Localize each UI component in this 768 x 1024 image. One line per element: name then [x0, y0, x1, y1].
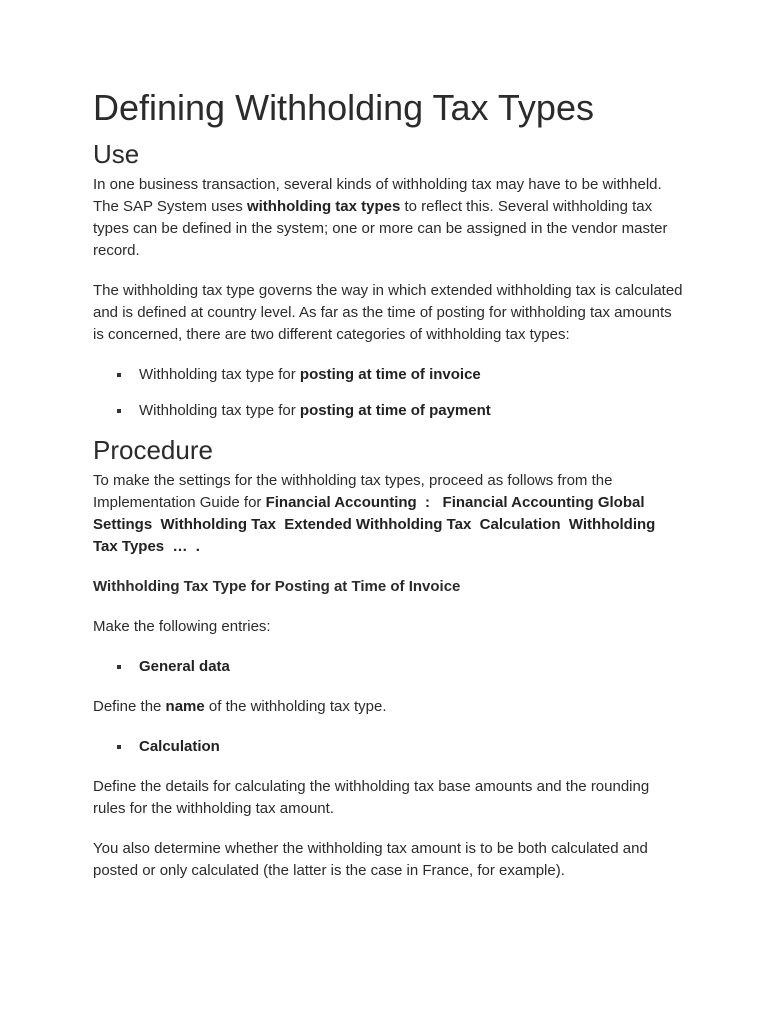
- img-path: Financial Accounting : Financial Accounting Global Settings Withholding Tax Extended Withholding Tax Calculation Withholding Tax Types … .: [93, 494, 656, 555]
- calculation-paragraph-1: Define the details for calculating the withholding tax base amounts and the rounding rules for the withholding tax amount.: [93, 778, 650, 817]
- square-bullet-icon: [117, 665, 121, 669]
- page-title: Defining Withholding Tax Types: [93, 87, 594, 128]
- procedure-intro: [93, 470, 683, 558]
- use-paragraph-2: The withholding tax type governs the way in which extended withholding tax is calculated and is defined at country level. As far as the time of posting for withholding tax amounts is concerned, there are two different categories of withholding tax types:: [93, 282, 683, 343]
- square-bullet-icon: [117, 373, 121, 377]
- procedure-intro-text: To make the settings for the withholding tax types, proceed as follows from the Implementation Guide for: [93, 472, 613, 511]
- use-paragraph-1: [93, 174, 683, 262]
- list-item: [93, 400, 683, 422]
- define-name-paragraph: [93, 696, 683, 718]
- list-item: [93, 656, 683, 678]
- tax-type-category-list: [93, 364, 683, 422]
- define-name-bold: name: [165, 698, 205, 715]
- list-item: [93, 364, 683, 386]
- use-p1-text-a: In one business transaction, several kinds of withholding tax may have to be withheld. The SAP System uses: [93, 176, 662, 215]
- list-item-bold: posting at time of invoice: [299, 366, 481, 383]
- subheading-posting-at-invoice: Withholding Tax Type for Posting at Time of Invoice: [93, 578, 461, 595]
- list-item: [93, 736, 683, 758]
- use-p1-text-c: to reflect this. Several withholding tax types can be defined in the system; one or more can be assigned in the vendor master record.: [93, 198, 668, 259]
- list-item-bold: Calculation: [139, 738, 220, 755]
- calculation-list: [93, 736, 683, 758]
- define-name-text-a: Define the: [93, 698, 166, 715]
- section-heading-use: Use: [93, 139, 140, 169]
- square-bullet-icon: [117, 745, 121, 749]
- entries-intro: Make the following entries:: [93, 618, 271, 635]
- section-heading-procedure: Procedure: [93, 435, 213, 465]
- calculation-paragraph-2: You also determine whether the withholding tax amount is to be both calculated and posted or only calculated (the latter is the case in France, for example).: [93, 840, 648, 879]
- document-page: [93, 84, 683, 900]
- list-item-prefix: Withholding tax type for: [139, 366, 300, 383]
- list-item-prefix: Withholding tax type for: [139, 402, 300, 419]
- list-item-bold: General data: [139, 658, 230, 675]
- general-data-list: [93, 656, 683, 678]
- square-bullet-icon: [117, 409, 121, 413]
- define-name-text-c: of the withholding tax type.: [204, 698, 387, 715]
- use-p1-bold: withholding tax types: [246, 198, 401, 215]
- list-item-bold: posting at time of payment: [299, 402, 491, 419]
